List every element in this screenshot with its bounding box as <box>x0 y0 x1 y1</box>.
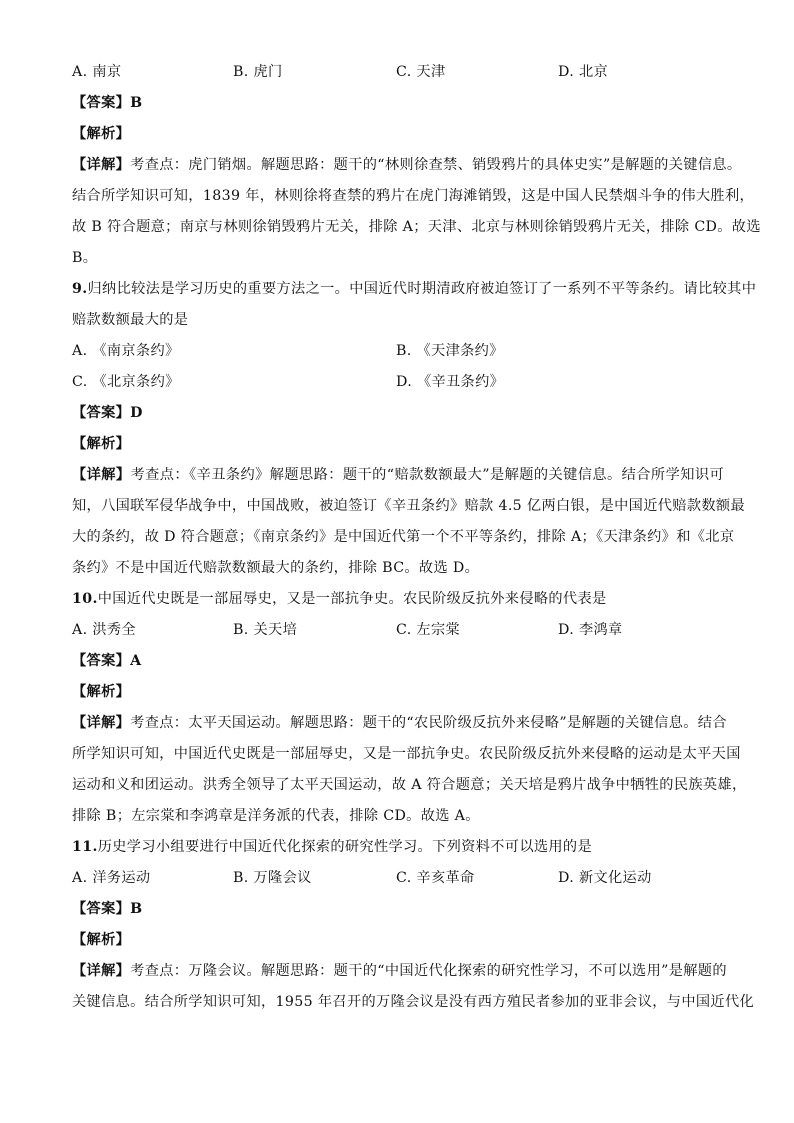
q9-answer <box>72 403 724 434</box>
q8-options <box>72 62 724 93</box>
answer-value: B <box>130 95 143 111</box>
answer-label: 【答案】 <box>72 901 131 917</box>
q9-detail-line-2: 知，八国联军侵华战争中，中国战败，被迫签订《辛丑条约》赔款 4.5 亿两白银，是中国近代赔款数额最 <box>72 498 745 514</box>
q10-detail-line-4: 排除 B；左宗棠和李鸿章是洋务派的代表，排除 CD。故选 A。 <box>72 808 480 824</box>
q11-option-d: D. 新文化运动 <box>558 870 652 886</box>
analysis-label: 【解析】 <box>72 126 131 142</box>
q10-answer <box>72 651 724 682</box>
q11-answer <box>72 899 724 930</box>
q11-stem-text: 历史学习小组要进行中国近代化探索的研究性学习。下列资料不可以选用的是 <box>97 839 593 855</box>
detail-text: 考查点：《辛丑条约》解题思路：题干的“赔款数额最大”是解题的关键信息。结合所学知识可 <box>130 467 724 483</box>
q9-detail-line-3: 大的条约，故 D 符合题意；《南京条约》是中国近代第一个不平等条约，排除 A；《天津条约》和《北京 <box>72 529 735 545</box>
q11-analysis-heading <box>72 930 724 961</box>
q8-option-b: B. 虎门 <box>233 64 283 80</box>
q11-detail-line-2: 关键信息。结合所学知识可知，1955 年召开的万隆会议是没有西方殖民者参加的亚非会议，与中国近代化 <box>72 994 755 1010</box>
detail-text: 考查点：虎门销烟。解题思路：题干的“林则徐查禁、销毁鸦片的具体史实”是解题的关键信息。 <box>130 157 742 173</box>
analysis-label: 【解析】 <box>72 684 131 700</box>
q9-stem-line-2: 赔款数额最大的是 <box>72 312 189 328</box>
q11-option-a: A. 洋务运动 <box>72 870 151 886</box>
q10-option-d: D. 李鸿章 <box>558 622 623 638</box>
q9-options-row-2 <box>72 372 724 403</box>
detail-text: 考查点：太平天国运动。解题思路：题干的“农民阶级反抗外来侵略”是解题的关键信息。结合 <box>130 715 727 731</box>
q8-analysis-heading <box>72 124 724 155</box>
q10-options <box>72 620 724 651</box>
q10-detail-line-3: 运动和义和团运动。洪秀全领导了太平天国运动，故 A 符合题意；关天培是鸦片战争中牺牲的民族英雄， <box>72 777 747 793</box>
analysis-label: 【解析】 <box>72 932 131 948</box>
q9-stem-line-1 <box>72 279 757 310</box>
q9-option-a: A. 《南京条约》 <box>72 343 180 359</box>
q9-detail-line-4: 条约》不是中国近代赔款数额最大的条约，排除 BC。故选 D。 <box>72 560 480 576</box>
analysis-label: 【解析】 <box>72 436 131 452</box>
q10-option-a: A. 洪秀全 <box>72 622 136 638</box>
q11-option-b: B. 万隆会议 <box>233 870 312 886</box>
q11-option-c: C. 辛亥革命 <box>396 870 475 886</box>
answer-label: 【答案】 <box>72 95 131 111</box>
q9-analysis-heading <box>72 434 724 465</box>
q10-detail-line-1 <box>72 713 727 744</box>
detail-label: 【详解】 <box>72 467 131 483</box>
q8-detail-line-3: 故 B 符合题意；南京与林则徐销毁鸦片无关，排除 A；天津、北京与林则徐销毁鸦片无关，排除 CD。故选 <box>72 219 761 235</box>
answer-value: A <box>130 653 142 669</box>
q10-number: 10. <box>72 591 98 607</box>
q11-detail-line-1 <box>72 961 727 992</box>
answer-label: 【答案】 <box>72 405 131 421</box>
q8-option-a: A. 南京 <box>72 64 122 80</box>
q11-stem <box>72 837 724 868</box>
q10-option-c: C. 左宗棠 <box>396 622 461 638</box>
q8-answer <box>72 93 724 124</box>
q8-detail-line-4: B。 <box>72 250 98 266</box>
q9-detail-line-1 <box>72 465 724 496</box>
q8-option-d: D. 北京 <box>558 64 609 80</box>
q10-option-b: B. 关天培 <box>233 622 298 638</box>
q9-stem-text: 归纳比较法是学习历史的重要方法之一。中国近代时期清政府被迫签订了一系列不平等条约。请比较其中 <box>87 281 757 297</box>
q11-options <box>72 868 724 899</box>
q10-detail-line-2: 所学知识可知，中国近代史既是一部屈辱史，又是一部抗争史。农民阶级反抗外来侵略的运动是太平天国 <box>72 746 741 762</box>
q9-options-row-1 <box>72 341 724 372</box>
detail-label: 【详解】 <box>72 157 131 173</box>
q10-stem-text: 中国近代史既是一部屈辱史，又是一部抗争史。农民阶级反抗外来侵略的代表是 <box>97 591 607 607</box>
q9-option-b: B. 《天津条约》 <box>396 343 504 359</box>
document-page <box>72 62 761 1023</box>
q9-option-c: C. 《北京条约》 <box>72 374 180 390</box>
q9-option-d: D. 《辛丑条约》 <box>396 374 505 390</box>
q8-option-c: C. 天津 <box>396 64 446 80</box>
q10-stem <box>72 589 724 620</box>
q11-number: 11. <box>72 839 98 855</box>
answer-value: B <box>130 901 143 917</box>
q9-number: 9. <box>72 281 88 297</box>
detail-text: 考查点：万隆会议。解题思路：题干的“中国近代化探索的研究性学习，不可以选用”是解题的 <box>130 963 727 979</box>
detail-label: 【详解】 <box>72 963 131 979</box>
q10-analysis-heading <box>72 682 724 713</box>
q8-detail-line-1 <box>72 155 742 186</box>
answer-value: D <box>130 405 143 421</box>
q8-detail-line-2: 结合所学知识可知，1839 年，林则徐将查禁的鸦片在虎门海滩销毁，这是中国人民禁烟斗争的伟大胜利， <box>72 188 755 204</box>
answer-label: 【答案】 <box>72 653 131 669</box>
detail-label: 【详解】 <box>72 715 131 731</box>
